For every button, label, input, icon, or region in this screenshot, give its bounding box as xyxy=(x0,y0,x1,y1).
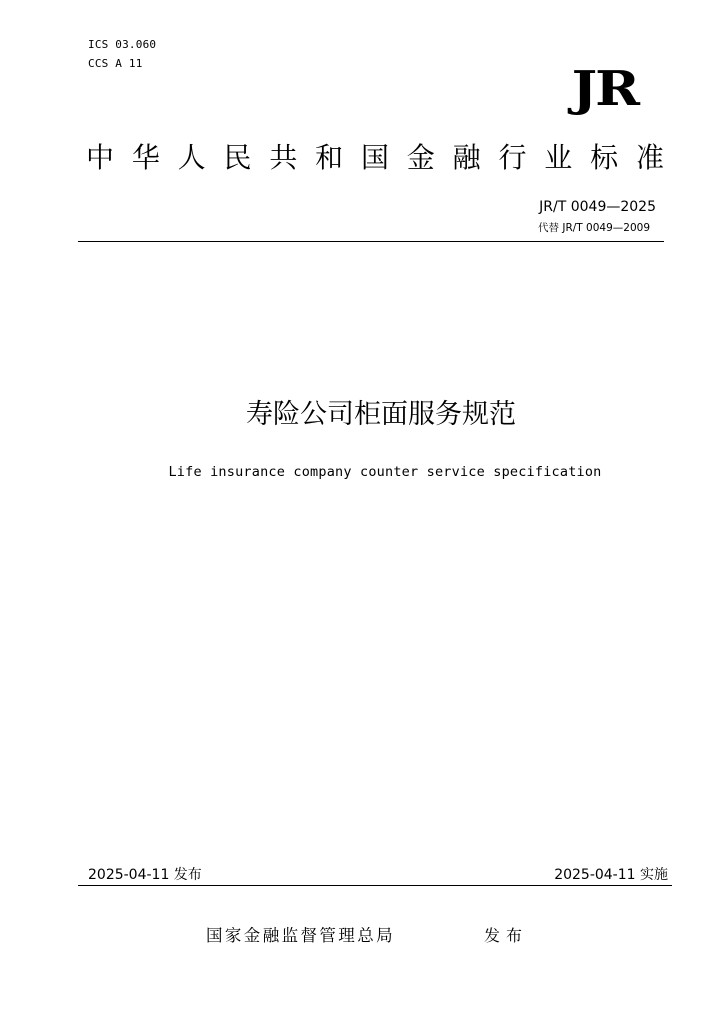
implementation-date: 2025-04-11 实施 xyxy=(554,867,668,883)
standard-type-char: 准 xyxy=(635,141,664,174)
jr-logo: JR xyxy=(571,60,638,117)
standard-type-char: 标 xyxy=(590,141,619,174)
standard-type-char: 民 xyxy=(223,141,252,174)
document-title-chinese: 寿险公司柜面服务规范 xyxy=(246,399,516,430)
standard-type-title xyxy=(86,138,664,178)
standard-type-char: 人 xyxy=(177,141,206,174)
replaces-code: 代替 JR/T 0049—2009 xyxy=(538,222,650,234)
standard-code: JR/T 0049—2025 xyxy=(539,199,656,215)
issue-date: 2025-04-11 发布 xyxy=(88,867,202,883)
issuing-authority: 国家金融监督管理总局 xyxy=(206,926,395,945)
document-title-english: Life insurance company counter service specification xyxy=(168,464,602,480)
standard-type-char: 共 xyxy=(269,141,298,174)
bottom-divider xyxy=(78,885,672,886)
standard-type-char: 行 xyxy=(498,141,527,174)
standard-type-char: 中 xyxy=(86,141,115,174)
standard-type-char: 业 xyxy=(544,141,573,174)
publish-label: 发布 xyxy=(484,926,529,945)
standard-type-char: 融 xyxy=(452,141,481,174)
standard-type-char: 华 xyxy=(131,141,160,174)
top-divider xyxy=(78,241,664,242)
ccs-code: CCS A 11 xyxy=(88,57,143,70)
ics-code: ICS 03.060 xyxy=(88,38,157,51)
standard-type-char: 国 xyxy=(360,141,389,174)
standard-type-char: 和 xyxy=(315,141,344,174)
standard-type-char: 金 xyxy=(406,141,435,174)
